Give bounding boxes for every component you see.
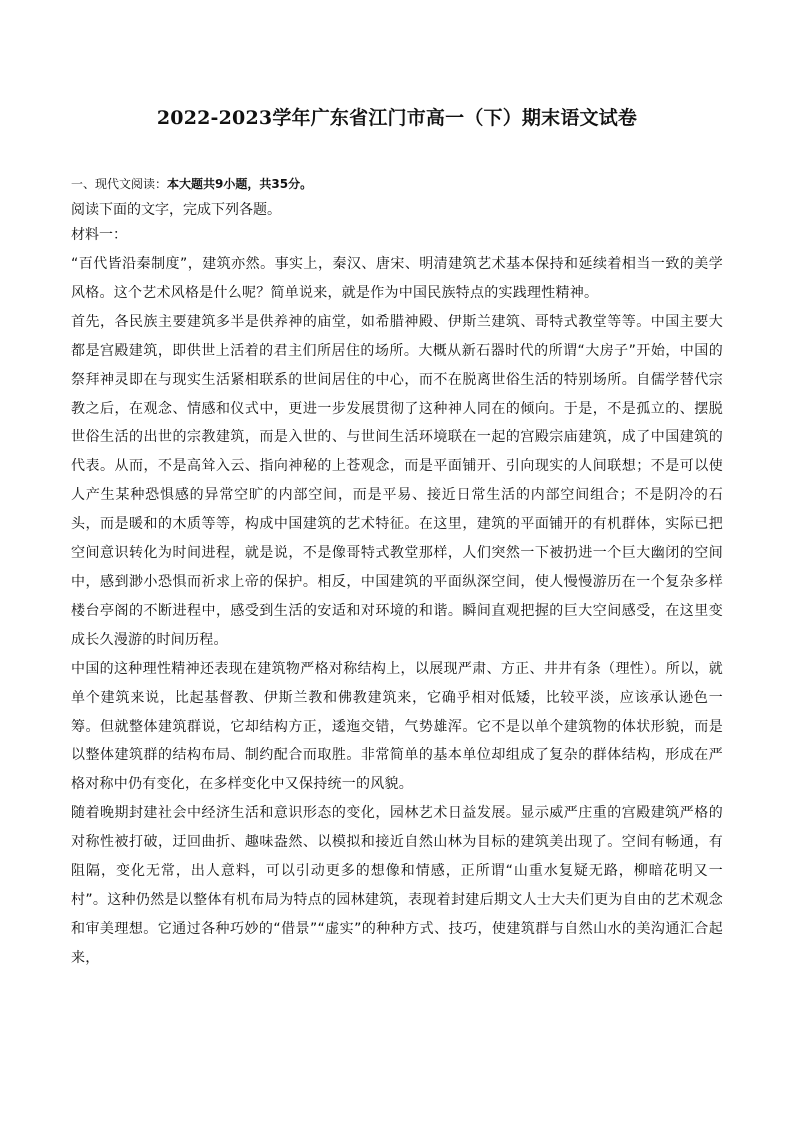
instruction-text: 阅读下面的文字，完成下列各题。 bbox=[71, 202, 281, 218]
paragraph-1: “百代皆沿秦制度”，建筑亦然。事实上，秦汉、唐宋、明清建筑艺术基本保持和延续着相当一致的美学风格。这个艺术风格是什么呢？简单说来，就是作为中国民族特点的实践理性精神。 bbox=[71, 256, 723, 301]
paragraph-3: 中国的这种理性精神还表现在建筑物严格对称结构上，以展现严肃、方正、井井有条（理性）。所以，就单个建筑来说，比起基督教、伊斯兰教和佛教建筑来，它确乎相对低矮，比较平淡，应该承认逊色一筹。但就整体建筑群说，它却结构方正，逶迤交错，气势雄浑。它不是以单个建筑物的体状形貌，而是以整体建筑群的结构布局、制约配合而取胜。非常简单的基本单位却组成了复杂的群体结构，形成在严格对称中仍有变化，在多样变化中又保持统一的风貌。 bbox=[71, 660, 723, 793]
section-description: 本大题共9小题，共35分。 bbox=[167, 177, 313, 191]
section-heading bbox=[71, 174, 723, 194]
paragraph-2: 首先，各民族主要建筑多半是供养神的庙堂，如希腊神殿、伊斯兰建筑、哥特式教堂等等。中国主要大都是宫殿建筑，即供世上活着的君主们所居住的场所。大概从新石器时代的所谓“大房子”开始，中国的祭拜神灵即在与现实生活紧相联系的世间居住的中心，而不在脱离世俗生活的特别场所。自儒学替代宗教之后，在观念、情感和仪式中，更进一步发展贯彻了这种神人同在的倾向。于是，不是孤立的、摆脱世俗生活的出世的宗教建筑，而是入世的、与世间生活环境联在一起的宫殿宗庙建筑，成了中国建筑的代表。从而，不是高耸入云、指向神秘的上苍观念，而是平面铺开、引向现实的人间联想；不是可以使人产生某种恐惧感的异常空旷的内部空间，而是平易、接近日常生活的内部空间组合；不是阴冷的石头，而是暖和的木质等等，构成中国建筑的艺术特征。在这里，建筑的平面铺开的有机群体，实际已把空间意识转化为时间进程，就是说，不是像哥特式教堂那样，人们突然一下被扔进一个巨大幽闭的空间中，感到渺小恐惧而祈求上帝的保护。相反，中国建筑的平面纵深空间，使人慢慢游历在一个复杂多样楼台亭阁的不断进程中，感受到生活的安适和对环境的和谐。瞬间直观把握的巨大空间感受，在这里变成长久漫游的时间历程。 bbox=[71, 313, 723, 648]
material-label: 材料一： bbox=[71, 227, 127, 243]
paragraph-4: 随着晚期封建社会中经济生活和意识形态的变化，园林艺术日益发展。显示威严庄重的宫殿建筑严格的对称性被打破，迂回曲折、趣味盎然、以模拟和接近自然山林为目标的建筑美出现了。空间有畅通，有阻隔，变化无常，出人意料，可以引动更多的想像和情感，正所谓“山重水复疑无路，柳暗花明又一村”。这种仍然是以整体有机布局为特点的园林建筑，表现着封建后期文人士大夫们更为自由的艺术观念和审美理想。它通过各种巧妙的“借景”“虚实”的种种方式、技巧，使建筑群与自然山水的美沟通汇合起来， bbox=[71, 805, 723, 966]
reading-section bbox=[71, 174, 723, 973]
exam-title: 2022-2023学年广东省江门市高一（下）期末语文试卷 bbox=[156, 107, 638, 129]
section-prefix: 一、现代文阅读： bbox=[71, 177, 168, 191]
